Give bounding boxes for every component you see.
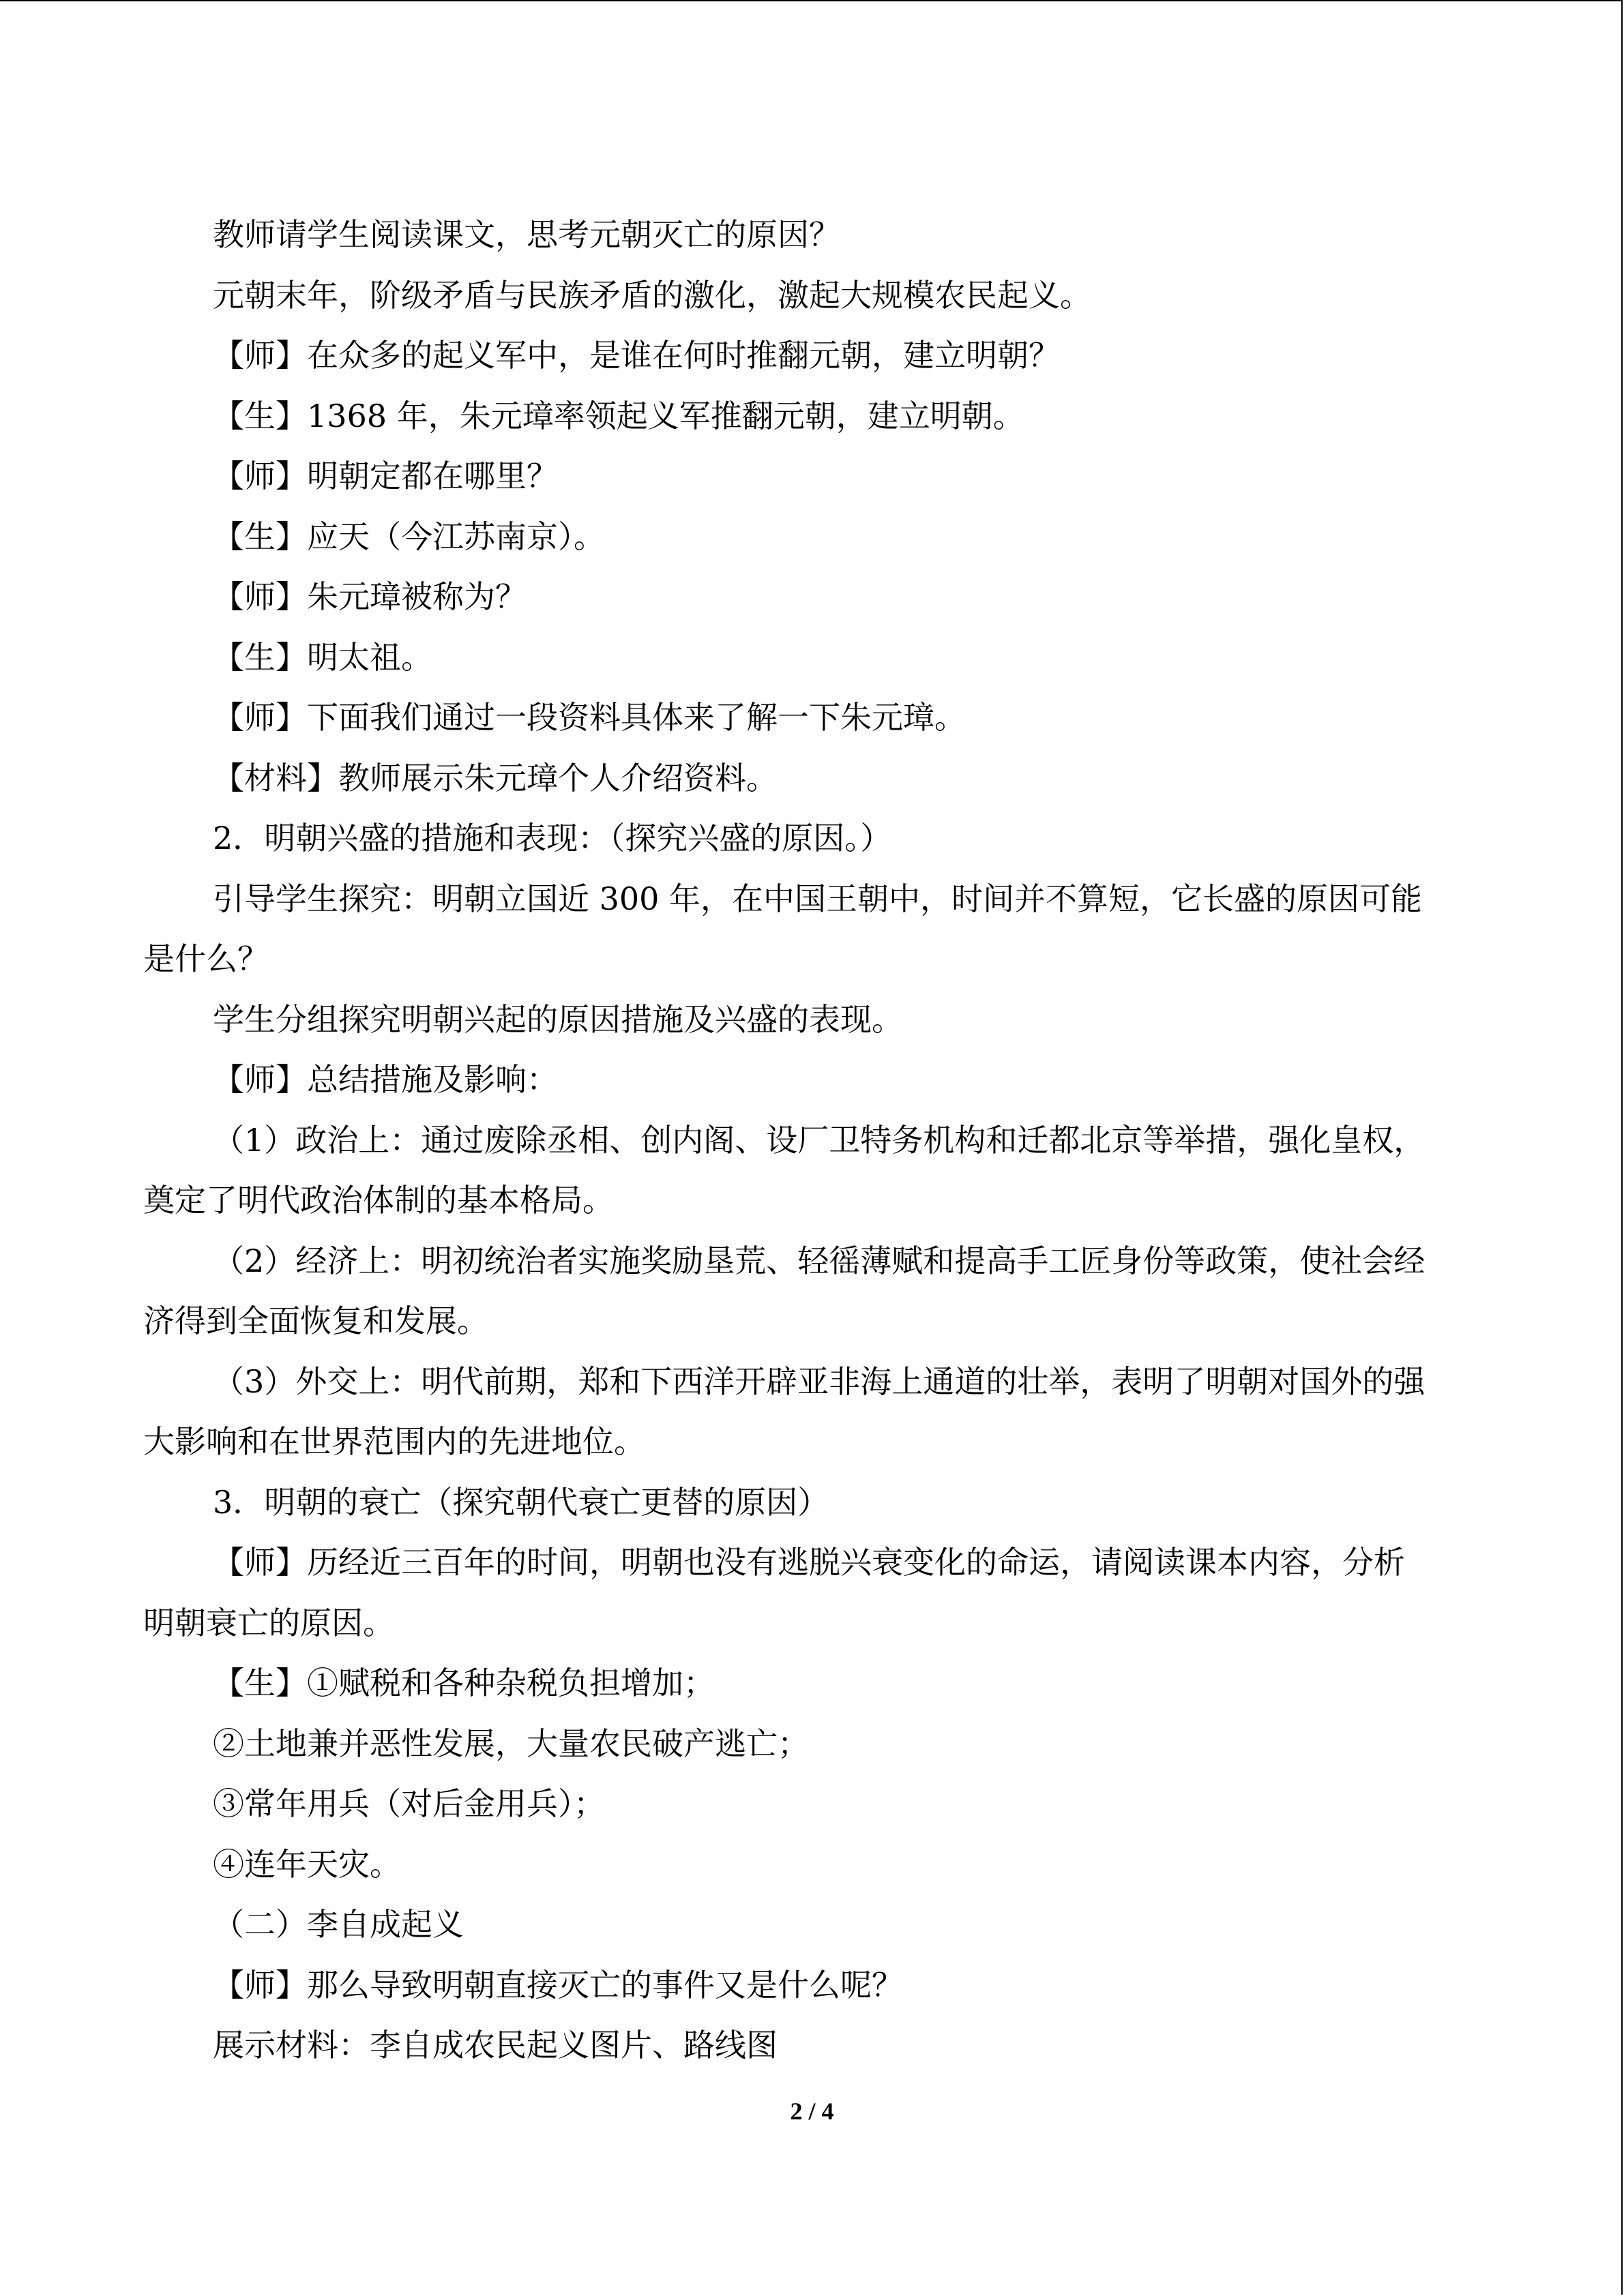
paragraph-line: 教师请学生阅读课文，思考元朝灭亡的原因？ xyxy=(213,216,840,253)
paragraph-line: 【生】①赋税和各种杂税负担增加； xyxy=(213,1665,715,1701)
paragraph-line: 展示材料：李自成农民起义图片、路线图 xyxy=(213,2027,778,2063)
paragraph-line: 【师】下面我们通过一段资料具体来了解一下朱元璋。 xyxy=(213,699,966,736)
paragraph-line: 【生】1368 年，朱元璋率领起义军推翻元朝，建立明朝。 xyxy=(213,397,1024,434)
paragraph-line-continued: 济得到全面恢复和发展。 xyxy=(143,1302,488,1339)
document-body xyxy=(143,205,1480,2076)
paragraph-line: 【师】总结措施及影响： xyxy=(213,1061,558,1098)
paragraph-line: ②土地兼并恶性发展，大量农民破产逃亡； xyxy=(213,1725,809,1762)
page-number: 2 / 4 xyxy=(790,2098,834,2125)
paragraph-line-continued: 明朝衰亡的原因。 xyxy=(143,1604,394,1641)
paragraph-line: 【师】在众多的起义军中，是谁在何时推翻元朝，建立明朝？ xyxy=(213,337,1060,374)
paragraph-line-continued: 是什么？ xyxy=(143,940,269,977)
paragraph-line: 【生】明太祖。 xyxy=(213,638,432,676)
paragraph-line: 【师】朱元璋被称为？ xyxy=(213,578,527,615)
paragraph-line-continued: 大影响和在世界范围内的先进地位。 xyxy=(143,1423,645,1460)
paragraph-line: 学生分组探究明朝兴起的原因措施及兴盛的表现。 xyxy=(213,1000,903,1038)
paragraph-line: 【材料】教师展示朱元璋个人介绍资料。 xyxy=(213,759,778,796)
paragraph-line: （3）外交上：明代前期，郑和下西洋开辟亚非海上通道的壮举，表明了明朝对国外的强 xyxy=(213,1362,1426,1400)
paragraph-line: ③常年用兵（对后金用兵）； xyxy=(213,1785,605,1822)
paragraph-line: （2）经济上：明初统治者实施奖励垦荒、轻徭薄赋和提高手工匠身份等政策，使社会经 xyxy=(213,1242,1426,1279)
paragraph-line: （1）政治上：通过废除丞相、创内阁、设厂卫特务机构和迁都北京等举措，强化皇权， xyxy=(213,1121,1426,1159)
paragraph-line: 【师】历经近三百年的时间，明朝也没有逃脱兴衰变化的命运，请阅读课本内容，分析 xyxy=(213,1544,1405,1581)
paragraph-line: 元朝末年，阶级矛盾与民族矛盾的激化，激起大规模农民起义。 xyxy=(213,276,1091,314)
paragraph-line: 【生】应天（今江苏南京）。 xyxy=(213,518,605,555)
section-heading: （二）李自成起义 xyxy=(213,1906,464,1943)
paragraph-line: ④连年天灾。 xyxy=(213,1845,401,1883)
paragraph-line: 引导学生探究：明朝立国近 300 年，在中国王朝中，时间并不算短，它长盛的原因可能 xyxy=(213,880,1423,917)
paragraph-line: 【师】那么导致明朝直接灭亡的事件又是什么呢？ xyxy=(213,1966,903,2003)
paragraph-line: 【师】明朝定都在哪里？ xyxy=(213,458,558,494)
section-heading: 2．明朝兴盛的措施和表现：（探究兴盛的原因。） xyxy=(213,820,892,856)
paragraph-line-continued: 奠定了明代政治体制的基本格局。 xyxy=(143,1182,614,1219)
section-heading: 3．明朝的衰亡（探究朝代衰亡更替的原因） xyxy=(213,1483,829,1521)
